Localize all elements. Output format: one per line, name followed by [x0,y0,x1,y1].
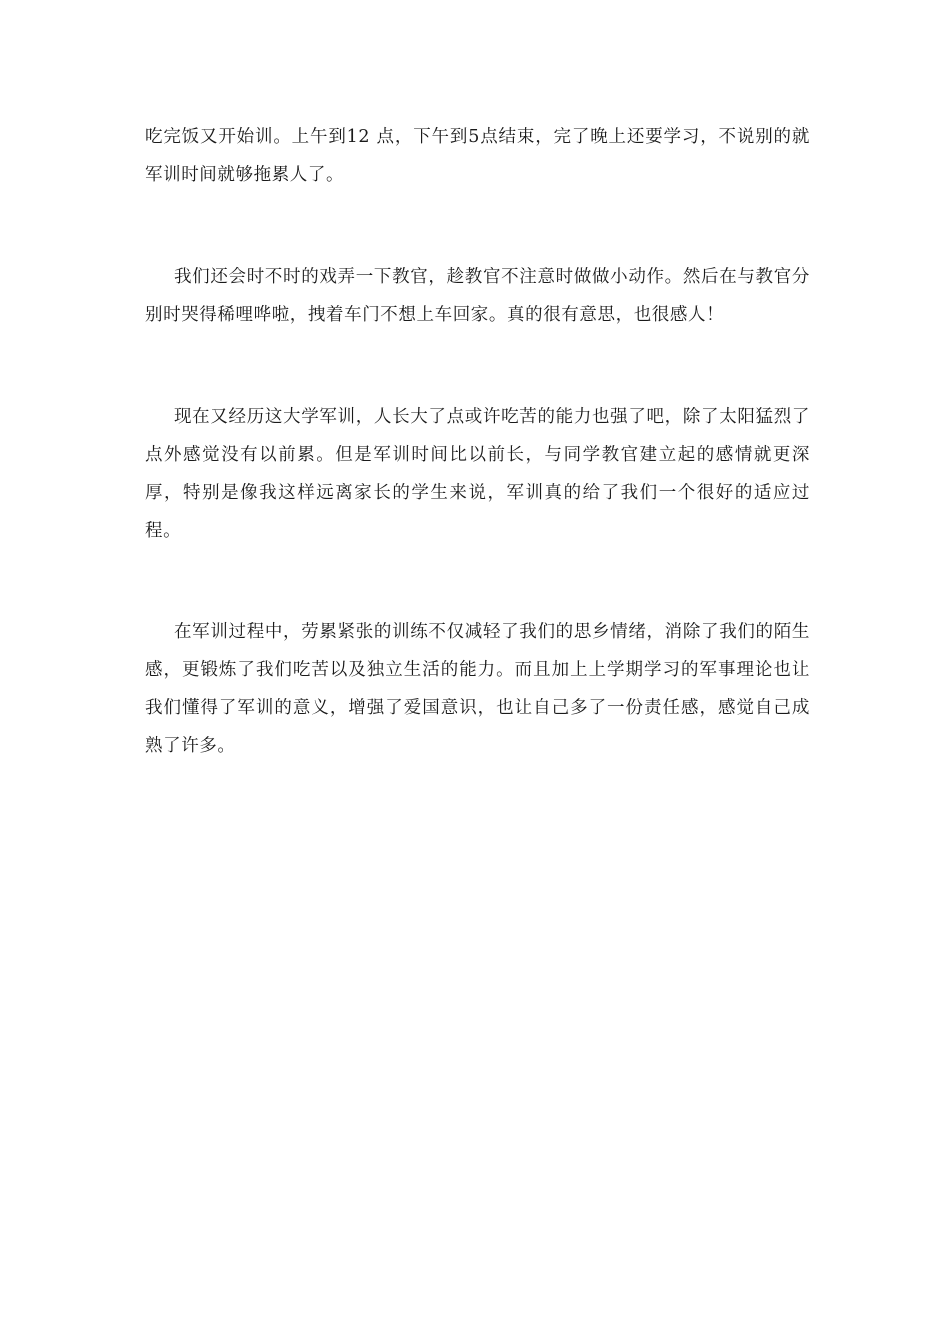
paragraph-3: 现在又经历这大学军训，人长大了点或许吃苦的能力也强了吧，除了太阳猛烈了点外感觉没有以前累。但是军训时间比以前长，与同学教官建立起的感情就更深厚，特别是像我这样远离家长的学生来说，军训真的给了我们一个很好的适应过程。 [145,407,810,541]
paragraph-2: 我们还会时不时的戏弄一下教官，趁教官不注意时做做小动作。然后在与教官分别时哭得稀哩哗啦，拽着车门不想上车回家。真的很有意思，也很感人！ [145,267,810,325]
paragraph-1: 吃完饭又开始训。上午到12 点，下午到5点结束，完了晚上还要学习，不说别的就军训时间就够拖累人了。 [145,127,810,185]
paragraph-4: 在军训过程中，劳累紧张的训练不仅减轻了我们的思乡情绪，消除了我们的陌生感，更锻炼了我们吃苦以及独立生活的能力。而且加上上学期学习的军事理论也让我们懂得了军训的意义，增强了爱国意识，也让自己多了一份责任感，感觉自己成熟了许多。 [145,622,810,756]
